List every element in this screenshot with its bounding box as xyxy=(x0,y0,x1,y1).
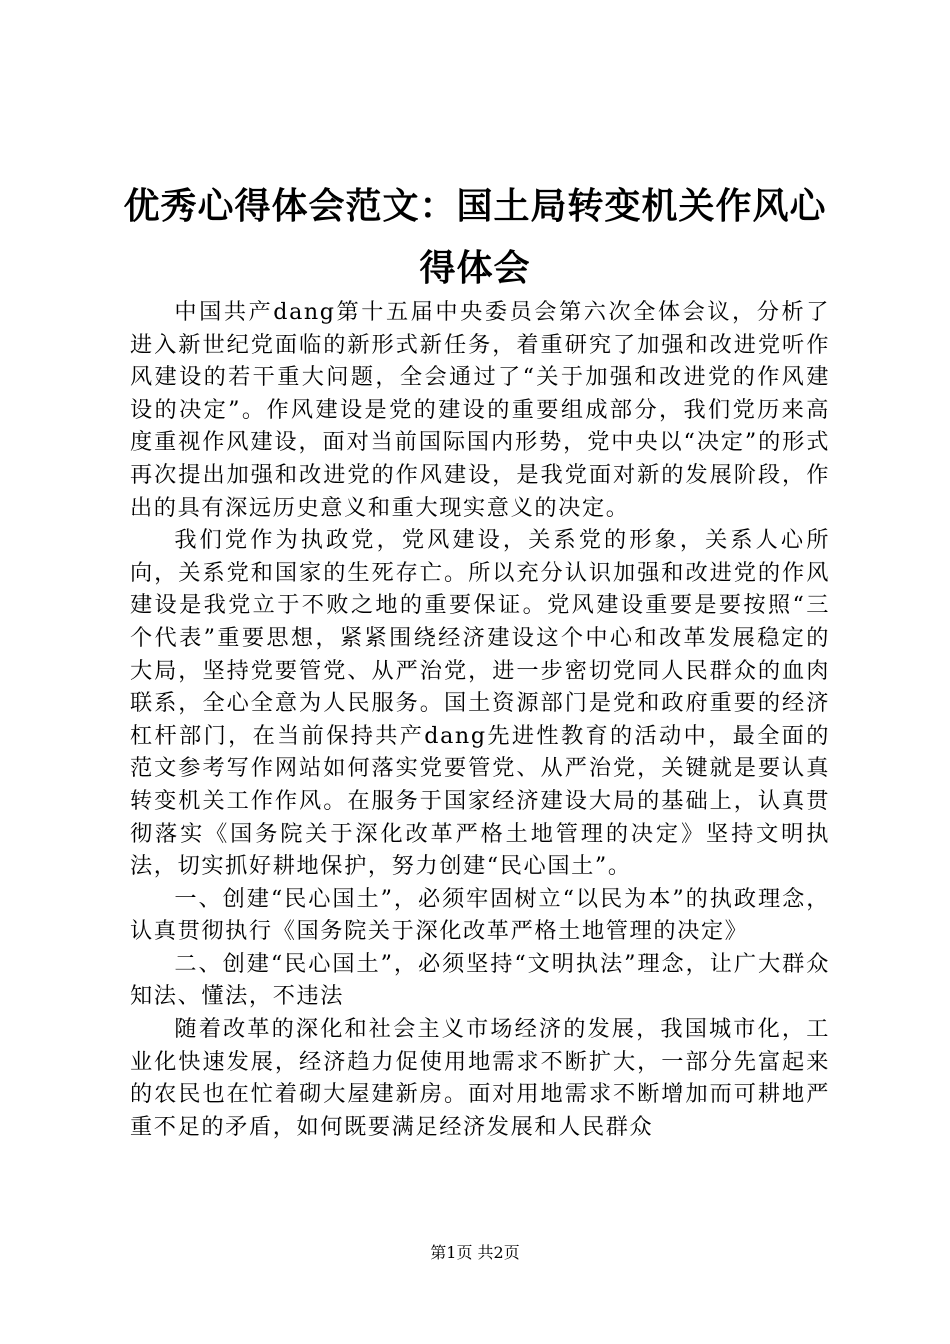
page-number-footer: 第1页 共2页 xyxy=(430,1243,520,1262)
paragraph-5: 随着改革的深化和社会主义市场经济的发展，我国城市化，工业化快速发展，经济趋力促使用地需求不断扩大，一部分先富起来的农民也在忙着砌大屋建新房。面对用地需求不断增加而可耕地严重不足的矛盾，如何既要满足经济发展和人民群众 xyxy=(130,1016,830,1140)
document-body xyxy=(130,296,830,1143)
paragraph-1: 中国共产dang第十五届中央委员会第六次全体会议，分析了进入新世纪党面临的新形式新任务，着重研究了加强和改进党听作风建设的若干重大问题，全会通过了“关于加强和改进党的作风建设的决定”。作风建设是党的建设的重要组成部分，我们党历来高度重视作风建设，面对当前国际国内形势，党中央以“决定”的形式再次提出加强和改进党的作风建设，是我党面对新的发展阶段，作出的具有深远历史意义和重大现实意义的决定。 xyxy=(130,299,830,521)
paragraph-2: 我们党作为执政党，党风建设，关系党的形象，关系人心所向，关系党和国家的生死存亡。所以充分认识加强和改进党的作风建设是我党立于不败之地的重要保证。党风建设重要是要按照“三个代表”重要思想，紧紧围绕经济建设这个中心和改革发展稳定的大局，坚持党要管党、从严治党，进一步密切党同人民群众的血肉联系，全心全意为人民服务。国土资源部门是党和政府重要的经济杠杆部门，在当前保持共产dang先进性教育的活动中，最全面的范文参考写作网站如何落实党要管党、从严治党，关键就是要认真转变机关工作作风。在服务于国家经济建设大局的基础上，认真贯彻落实《国务院关于深化改革严格土地管理的决定》坚持文明执法，切实抓好耕地保护，努力创建“民心国土”。 xyxy=(130,527,830,880)
paragraph-4: 二、创建“民心国土”，必须坚持“文明执法”理念，让广大群众知法、懂法，不违法 xyxy=(130,950,830,1010)
paragraph-3: 一、创建“民心国土”，必须牢固树立“以民为本”的执政理念，认真贯彻执行《国务院关于深化改革严格土地管理的决定》 xyxy=(130,885,830,945)
document-title: 优秀心得体会范文：国土局转变机关作风心得体会 xyxy=(123,186,827,289)
